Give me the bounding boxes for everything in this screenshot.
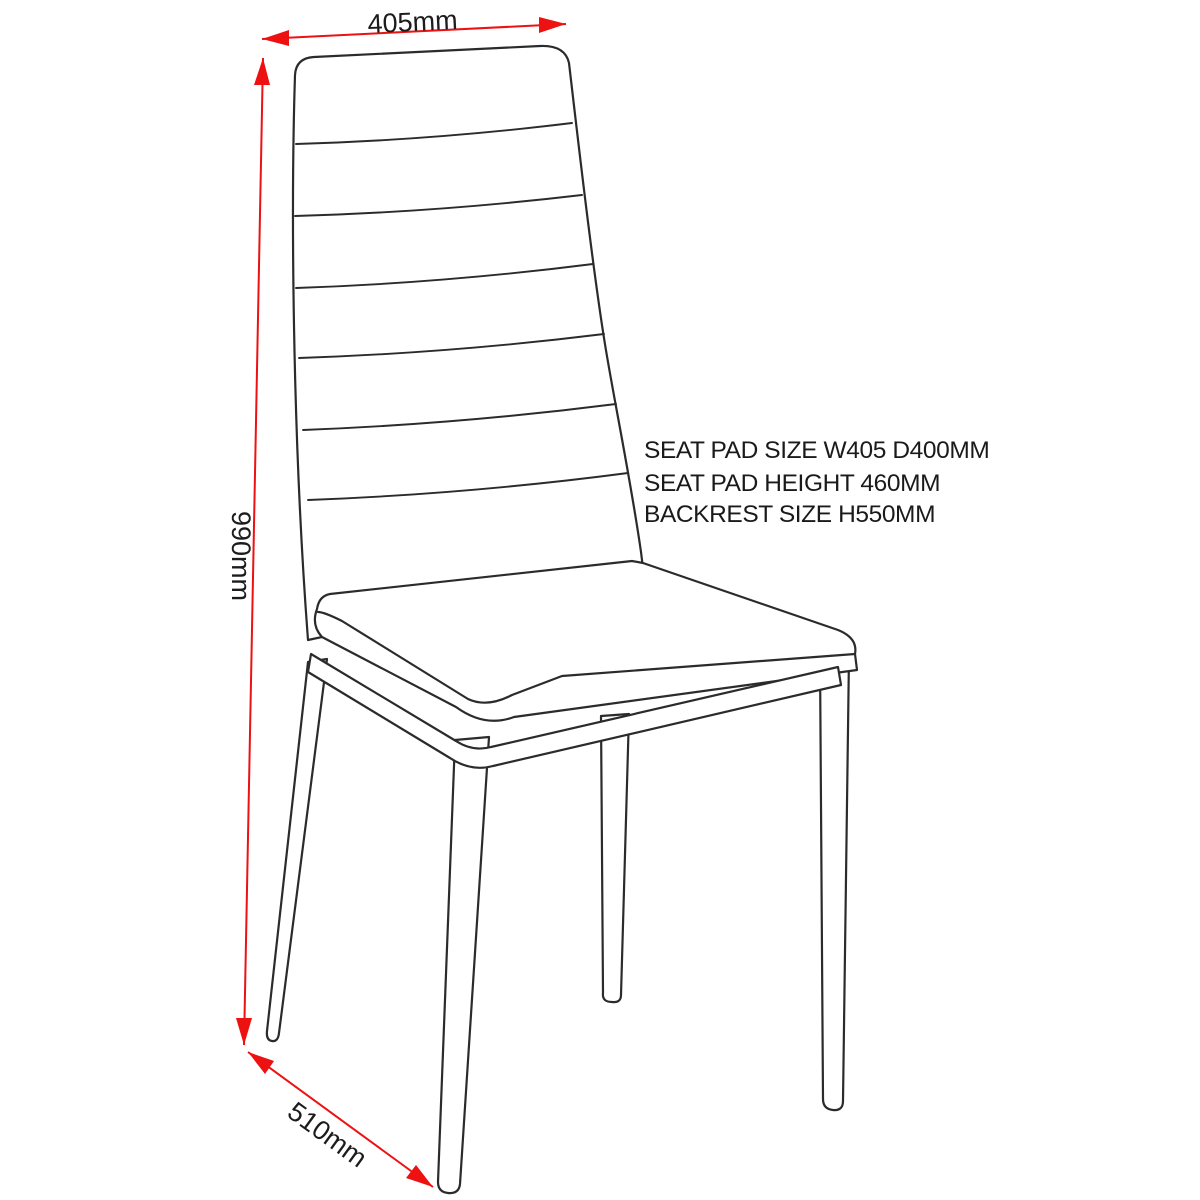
arrow-head-down-icon	[236, 1018, 252, 1045]
backrest	[293, 46, 643, 640]
width-label: 405mm	[366, 4, 459, 40]
arrow-head-up-icon	[254, 58, 270, 85]
spec-line: SEAT PAD SIZE W405 D400MM	[644, 437, 990, 464]
arrow-head-right-icon	[539, 17, 566, 33]
arrow-head-downright-icon	[406, 1165, 433, 1187]
depth-dimension	[248, 1052, 433, 1187]
spec-line: BACKREST SIZE H550MM	[644, 501, 936, 528]
leg-back-right	[601, 714, 629, 1002]
chair-drawing	[267, 46, 857, 1193]
leg-front-right	[820, 655, 849, 1110]
spec-line: SEAT PAD HEIGHT 460MM	[644, 470, 941, 497]
height-dimension	[226, 58, 270, 1045]
leg-front-left	[438, 737, 489, 1193]
leg-back-left	[267, 659, 327, 1041]
spec-text-block	[644, 437, 989, 528]
arrow-head-left-icon	[262, 30, 289, 46]
height-label: 990mm	[226, 510, 256, 602]
depth-dimension-line	[248, 1052, 433, 1187]
depth-label: 510mm	[282, 1096, 373, 1174]
arrow-head-upleft-icon	[248, 1052, 274, 1074]
width-dimension	[262, 5, 566, 46]
